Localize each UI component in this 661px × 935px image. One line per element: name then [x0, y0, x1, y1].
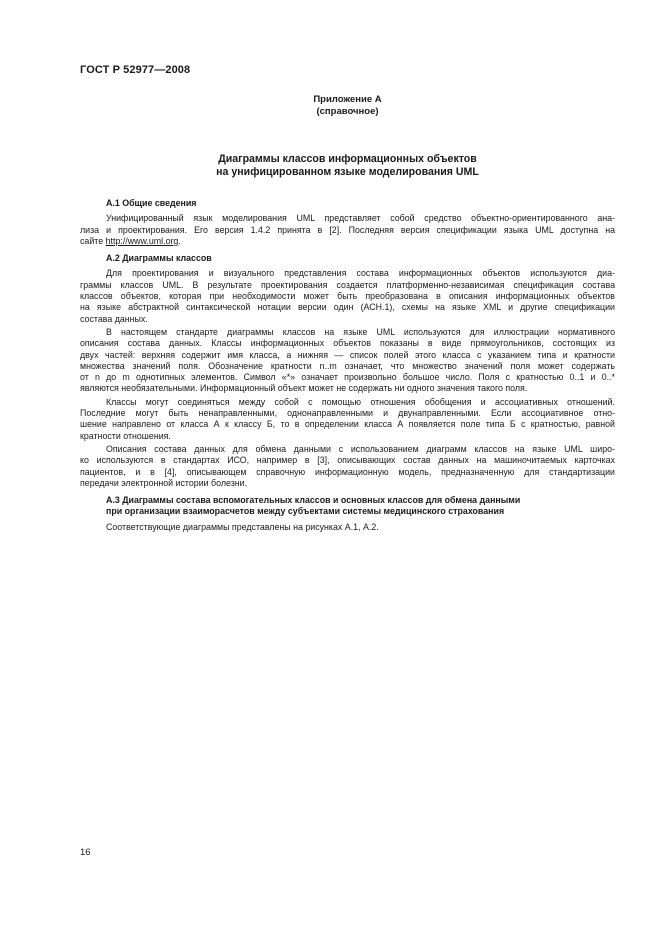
- text-line: являются необязательными. Информационный объект может не содержать ни одного значения такого поля.: [80, 383, 528, 394]
- annex-type: (справочное): [316, 106, 379, 117]
- text-line: от n до m однотипных элементов. Символ «*» означает произвольно большое число. Поля с кратностью 0..1 и 0..*: [80, 372, 615, 383]
- text-line: описания состава данных. Классы информационных объектов показаны в виде прямоугольников, состоящих из: [80, 338, 615, 349]
- text-line: Описания состава данных для обмена данными с использованием диаграмм классов на языке UML широ-: [106, 443, 615, 454]
- paragraph-a1-1: [80, 213, 615, 247]
- section-heading-a3: [106, 495, 615, 518]
- text-line: Классы могут соединяться между собой с помощью отношения обобщения и ассоциативных отношений.: [106, 396, 615, 407]
- text-line: шение направлено от класса А к классу Б, то в определении класса А появляется поле типа Б с кратностью, равной: [80, 419, 615, 430]
- text-line: пациентов, и в [4], описывающем справочную информационную модель, предназначенную для стандартизации: [80, 466, 615, 477]
- text-line: Для проектирования и визуального представления состава информационных объектов используются диа-: [106, 268, 615, 279]
- text-line: на языке абстрактной синтаксической нотации версии один (АСН.1), схемы на языке XML и другие спецификации: [80, 302, 615, 313]
- text-line: множества значений поля. Обозначение кратности n..m означает, что множество значений поля может содержать: [80, 360, 615, 371]
- text-line: Унифицированный язык моделирования UML представляет собой средство объектно-ориентированного ана-: [106, 213, 615, 224]
- paragraph-a3-1: [80, 522, 615, 533]
- paragraph-a2-4: [80, 444, 615, 489]
- uml-website-link[interactable]: http://www.uml.org: [105, 235, 179, 246]
- annex-title: Приложение А: [313, 94, 382, 105]
- text-fragment: сайте: [80, 235, 106, 246]
- paragraph-a2-1: [80, 268, 615, 324]
- text-line: двух частей: верхняя содержит имя класса, а нижняя — список полей этого класса с указанием типа и кратности: [80, 349, 615, 360]
- text-line: кратности отношения.: [80, 430, 171, 441]
- text-line: В настоящем стандарте диаграммы классов на языке UML используются для иллюстрации нормативного: [106, 326, 615, 337]
- main-title-line-1: Диаграммы классов информационных объектов: [218, 153, 477, 165]
- heading-line: А.3 Диаграммы состава вспомогательных классов и основных классов для обмена данными: [106, 495, 521, 506]
- text-line: Последние могут быть ненаправленными, однонаправленными и двунаправленными. Если ассоциативное отно-: [80, 408, 615, 419]
- paragraph-a2-3: [80, 397, 615, 442]
- section-heading-a1: А.1 Общие сведения: [106, 198, 197, 208]
- text-line: граммы классов UML. В результате проектирования создается платформенно-независимая спецификация состава: [80, 279, 615, 290]
- text-line: Соответствующие диаграммы представлены на рисунках А.1, А.2.: [106, 521, 379, 532]
- paragraph-a2-2: [80, 327, 615, 395]
- document-body: [80, 198, 615, 535]
- text-line: передачи электронной истории болезни.: [80, 477, 248, 488]
- heading-line: при организации взаиморасчетов между субъектами системы медицинского страхования: [106, 506, 505, 517]
- text-line: состава данных.: [80, 313, 148, 324]
- section-heading-a2: А.2 Диаграммы классов: [106, 253, 212, 264]
- page-number: 16: [80, 847, 91, 858]
- main-title: [80, 153, 615, 179]
- text-line: [80, 236, 615, 247]
- standard-code: ГОСТ Р 52977—2008: [80, 64, 191, 76]
- main-title-line-2: на унифицированном языке моделирования UML: [216, 166, 479, 178]
- text-line: лиза и проектирования. Его версия 1.4.2 принята в [2]. Последняя версия спецификации языка UML доступна на: [80, 224, 615, 235]
- text-line: ко используются в стандартах ИСО, например в [3], описывающих состав данных на машиночитаемых карточках: [80, 455, 615, 466]
- annex-header: [80, 94, 615, 118]
- text-fragment: .: [178, 235, 181, 246]
- text-line: классов объектов, которая при необходимости может быть преобразована в описания информационных объектов: [80, 291, 615, 302]
